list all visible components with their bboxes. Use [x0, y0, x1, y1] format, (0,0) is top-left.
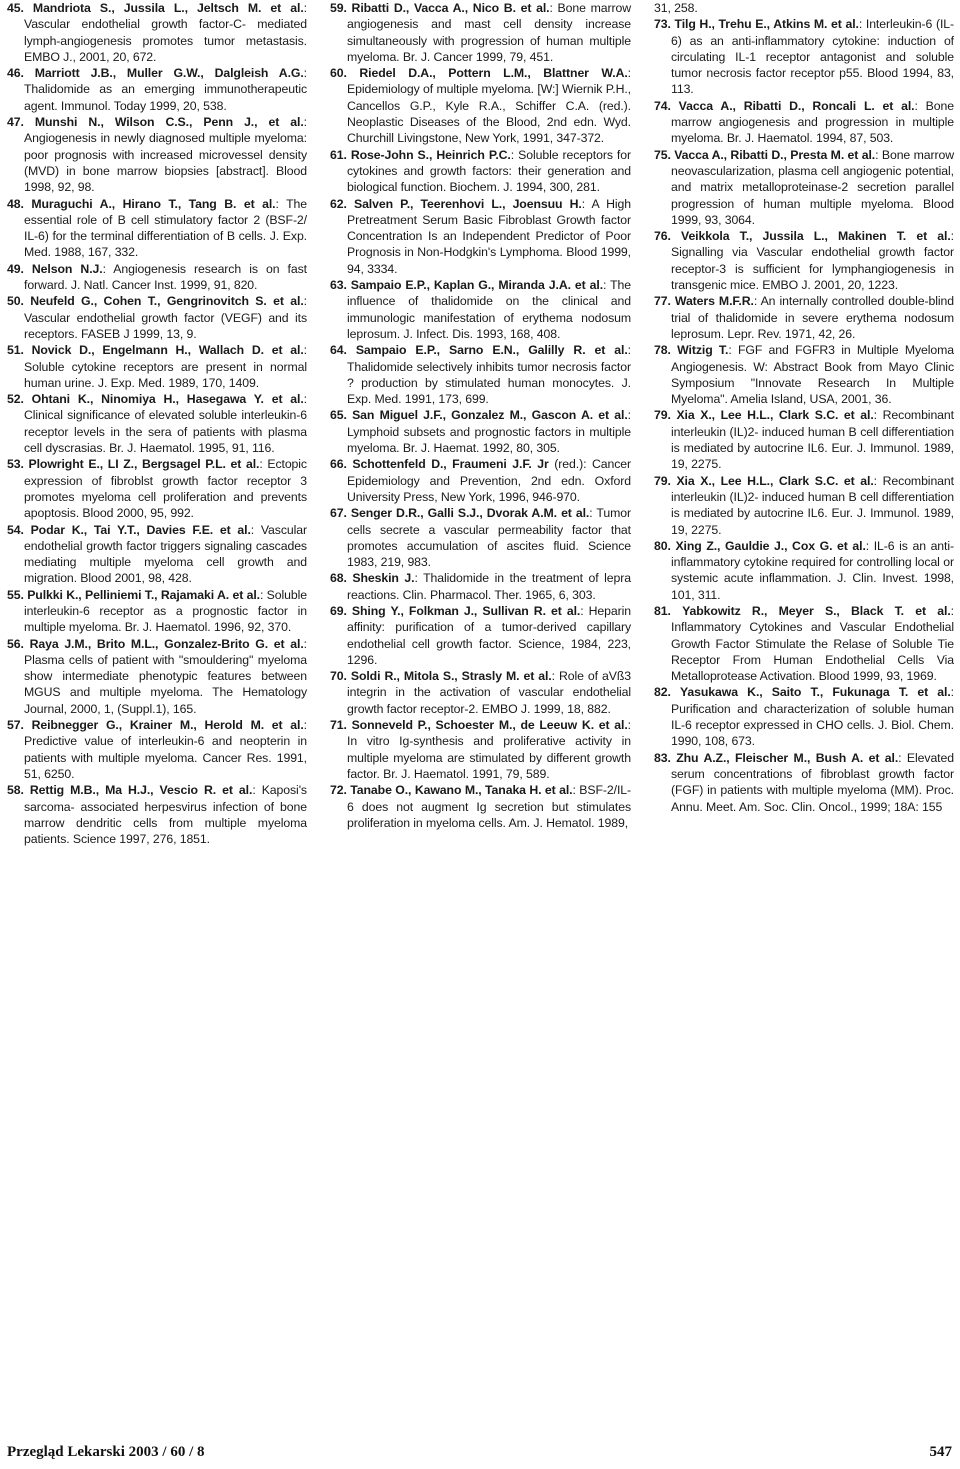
reference-text: : The essential role of B cell stimulatory factor 2 (BSF-2/ IL-6) for the terminal differentiation of B cells. J. Exp. Med. 1988, 167, 332.	[24, 196, 307, 260]
reference-entry	[330, 505, 631, 570]
reference-column-2	[330, 0, 631, 831]
reference-number: 70.	[330, 669, 347, 684]
reference-authors: Muraguchi A., Hirano T., Tang B. et al.	[31, 196, 276, 211]
reference-authors: Podar K., Tai Y.T., Davies F.E. et al.	[30, 522, 251, 537]
reference-authors: Munshi N., Wilson C.S., Penn J., et al.	[34, 115, 304, 130]
reference-text: : Plasma cells of patient with "smouldering" myeloma show intermediate phenotypic features between MGUS and multiple myeloma. The Hematology Journal, 2000, 1, (Suppl.1), 165.	[24, 636, 307, 716]
reference-authors: Xia X., Lee H.L., Clark S.C. et al.	[676, 473, 874, 488]
reference-entry	[654, 684, 954, 749]
reference-authors: Sheskin J.	[352, 571, 415, 586]
reference-entry	[654, 293, 954, 342]
reference-text: : Bone marrow neovascularization, plasma cell angiogenic potential, and matrix metalloproteinase-2 secretion parallel progression of human multiple myeloma. Blood 1999, 93, 3064.	[671, 147, 954, 227]
reference-authors: Yabkowitz R., Meyer S., Black T. et al.	[682, 603, 951, 618]
reference-authors: Vacca A., Ribatti D., Presta M. et al.	[674, 147, 876, 162]
reference-number: 81.	[654, 603, 671, 618]
reference-text: : Purification and characterization of soluble human IL-6 receptor expressed in CHO cells. J. Biol. Chem. 1990, 108, 673.	[671, 685, 954, 749]
reference-text: : IL-6 is an anti-inflammatory cytokine required for controlling local or systemic acute inflammation. J. Clin. Invest. 1998, 101, 311.	[671, 538, 954, 602]
reference-number: 45.	[7, 1, 24, 15]
reference-number: 61.	[330, 147, 347, 162]
reference-authors: Marriott J.B., Muller G.W., Dalgleish A.G.	[34, 66, 304, 81]
reference-text: : Interleukin-6 (IL-6) as an anti-inflammatory cytokine: induction of circulating IL-1 receptor antagonist and soluble tumor necrosis factor receptor p55. Blood 1994, 83, 113.	[671, 17, 954, 97]
reference-entry	[330, 668, 631, 717]
reference-text: : Soluble cytokine receptors are present in normal human urine. J. Exp. Med. 1989, 170, 1409.	[24, 343, 307, 390]
reference-text: : Angiogenesis in newly diagnosed multiple myeloma: poor prognosis with increased microvessel density (MVD) in bone marrow biopsies [abstract]. Blood 1998, 92, 98.	[24, 115, 307, 195]
reference-authors: Pulkki K., Pelliniemi T., Rajamaki A. et al.	[27, 587, 260, 602]
reference-text: : Role of aVß3 integrin in the activation of vascular endothelial growth factor receptor-2. EMBO J. 1999, 18, 882.	[347, 669, 631, 716]
reference-authors: Rettig M.B., Ma H.J., Vescio R. et al.	[29, 783, 253, 798]
reference-number: 64.	[330, 343, 347, 358]
reference-entry	[330, 196, 631, 277]
reference-entry	[330, 717, 631, 782]
journal-footer: Przegląd Lekarski 2003 / 60 / 8	[7, 1444, 205, 1460]
reference-entry	[7, 65, 307, 114]
reference-number: 57.	[7, 718, 24, 733]
reference-authors: Salven P., Teerenhovi L., Joensuu H.	[353, 196, 582, 211]
reference-authors: Soldi R., Mitola S., Strasly M. et al.	[350, 669, 552, 684]
reference-authors: Mandriota S., Jussila L., Jeltsch M. et al.	[32, 1, 304, 15]
reference-entry	[654, 473, 954, 538]
reference-authors: Ohtani K., Ninomiya H., Hasegawa Y. et al.	[31, 392, 304, 407]
reference-authors: Reibnegger G., Krainer M., Herold M. et al.	[31, 718, 304, 733]
reference-text: : Vascular endothelial growth factor (VEGF) and its receptors. FASEB J 1999, 13, 9.	[24, 294, 307, 341]
reference-text: : Thalidomide selectively inhibits tumor necrosis factor ? production by stimulated human monocytes. J. Exp. Med. 1991, 173, 699.	[347, 343, 631, 407]
reference-authors: Sampaio E.P., Sarno E.N., Galilly R. et al.	[355, 343, 628, 358]
reference-entry	[330, 277, 631, 342]
reference-text: : Ectopic expression of fibroblst growth factor receptor 3 promotes myeloma cell proliferation and prevents apoptosis. Blood 2000, 95, 992.	[24, 457, 307, 521]
reference-entry	[7, 456, 307, 521]
reference-number: 66.	[330, 457, 347, 472]
reference-number: 68.	[330, 571, 347, 586]
reference-number: 46.	[7, 66, 24, 81]
reference-text: : A High Pretreatment Serum Basic Fibroblast Growth factor Concentration Is an Independent Predictor of Poor Prognosis in Non-Hodgkin's Lymphoma. Blood 1999, 94, 3334.	[347, 196, 631, 276]
reference-text: : Heparin affinity: purification of a tumor-derived capillary endothelial cell growth factor. Science, 1984, 223, 1296.	[347, 603, 631, 667]
reference-authors: Tanabe O., Kawano M., Tanaka H. et al.	[350, 783, 573, 798]
reference-text: : Thalidomide in the treatment of lepra reactions. Clin. Pharmacol. Ther. 1965, 6, 303.	[347, 571, 631, 602]
reference-number: 52.	[7, 392, 24, 407]
reference-entry	[330, 782, 631, 831]
reference-number: 73.	[654, 17, 671, 32]
reference-authors: Schottenfeld D., Fraumeni J.F. Jr	[352, 457, 549, 472]
reference-number: 76.	[654, 229, 671, 244]
reference-entry	[7, 261, 307, 294]
reference-entry	[654, 147, 954, 228]
reference-text: : Angiogenesis research is on fast forward. J. Natl. Cancer Inst. 1999, 91, 820.	[24, 261, 307, 293]
reference-number: 67.	[330, 506, 347, 521]
reference-entry	[7, 636, 307, 717]
reference-entry	[7, 587, 307, 636]
reference-number: 82.	[654, 685, 671, 700]
reference-entry	[654, 538, 954, 603]
reference-entry	[330, 570, 631, 603]
reference-entry	[7, 522, 307, 587]
reference-text: : Signalling via Vascular endothelial growth factor receptor-3 is sufficient for lymphangiogenesis in transgenic mice. EMBO J. 2001, 20, 1223.	[671, 229, 954, 293]
reference-authors: Raya J.M., Brito M.L., Gonzalez-Brito G. et al.	[29, 636, 304, 651]
reference-number: 83.	[654, 750, 671, 765]
reference-authors: Xing Z., Gauldie J., Cox G. et al.	[675, 538, 866, 553]
reference-text: : Vascular endothelial growth factor triggers signaling cascades mediating multiple myeloma cell growth and migration. Blood 2001, 98, 428.	[24, 522, 307, 586]
reference-text: : Thalidomide as an emerging immunotherapeutic agent. Immunol. Today 1999, 20, 538.	[24, 66, 307, 113]
reference-authors: Yasukawa K., Saito T., Fukunaga T. et al.	[679, 685, 951, 700]
reference-text: : Vascular endothelial growth factor-C- mediated lymph-angiogenesis promotes tumor metastasis. EMBO J., 2001, 20, 672.	[24, 1, 307, 64]
reference-entry	[654, 228, 954, 293]
reference-number: 49.	[7, 261, 24, 276]
reference-number: 48.	[7, 196, 24, 211]
reference-number: 63.	[330, 278, 347, 293]
page-number: 547	[929, 1444, 952, 1460]
reference-entry	[330, 456, 631, 505]
reference-authors: Tilg H., Trehu E., Atkins M. et al.	[674, 17, 859, 32]
reference-entry	[7, 114, 307, 195]
reference-text: : FGF and FGFR3 in Multiple Myeloma Angiogenesis. W: Abstract Book from Mayo Clinic Symposium "Innovate Research In Multiple Myeloma". Amelia Island, USA, 2001, 36.	[671, 343, 955, 407]
reference-entry	[330, 147, 631, 196]
reference-text: : Soluble receptors for cytokines and growth factors: their generation and biological function. Biochem. J. 1994, 300, 281.	[347, 147, 631, 195]
reference-authors: San Miguel J.F., Gonzalez M., Gascon A. et al.	[352, 408, 628, 423]
reference-entry	[7, 391, 307, 456]
reference-text: : Recombinant interleukin (IL)2- induced human B cell differentiation is mediated by autocrine IL6. Eur. J. Immunol. 1989, 19, 2275.	[671, 408, 954, 472]
reference-entry	[7, 717, 307, 782]
reference-text: : BSF-2/IL-6 does not augment Ig secretion but stimulates proliferation in myeloma cells. Am. J. Hematol. 1989,	[347, 783, 631, 830]
reference-text: : Epidemiology of multiple myeloma. [W:] Wiernik P.H., Cancellos G.P., Kyle R.A., Schiffer C.A. (red.). Neoplastic Diseases of the Blood, 2nd edn. Wyd. Churchill Livingstone, New York, 1991, 347-372.	[347, 66, 631, 146]
reference-text: (red.): Cancer Epidemiology and Prevention, 2nd edn. Oxford University Press, New York, 1996, 946-970.	[347, 457, 631, 504]
reference-entry	[330, 0, 631, 65]
reference-text: : Bone marrow angiogenesis and mast cell density increase simultaneously with progression of human multiple myeloma. Br. J. Cancer 1999, 79, 451.	[347, 1, 631, 64]
reference-authors: Veikkola T., Jussila L., Makinen T. et al.	[681, 229, 951, 244]
reference-entry	[654, 342, 954, 407]
reference-entry	[654, 0, 954, 16]
reference-authors: Sonneveld P., Schoester M., de Leeuw K. et al.	[351, 718, 628, 733]
reference-text: : Lymphoid subsets and prognostic factors in multiple myeloma. Br. J. Haemat. 1992, 80, 305.	[347, 408, 631, 456]
reference-entry	[330, 342, 631, 407]
reference-number: 78.	[654, 343, 671, 358]
reference-text: : In vitro Ig-synthesis and proliferative activity in multiple myeloma are stimulated by different growth factor. Br. J. Haematol. 1991, 79, 589.	[347, 718, 631, 781]
reference-column-1	[7, 0, 307, 847]
reference-number: 47.	[7, 115, 24, 130]
reference-authors: Riedel D.A., Pottern L.M., Blattner W.A.	[359, 66, 628, 81]
reference-text: : Inflammatory Cytokines and Vascular Endothelial Growth Factor Stimulate the Relase of Soluble Tie Receptor From Human Endothelial Cells Via Metalloprotease Activation. Blood 1999, 93, 1969.	[671, 603, 954, 684]
reference-number: 79.	[654, 408, 671, 423]
reference-number: 65.	[330, 408, 347, 423]
reference-entry	[654, 603, 954, 684]
reference-text: : Predictive value of interleukin-6 and neopterin in patients with multiple myeloma. Cancer Res. 1991, 51, 6250.	[24, 718, 307, 781]
reference-text: : Elevated serum concentrations of fibroblast growth factor (FGF) in patients with multiple myeloma (MM). Proc. Annu. Meet. Am. Soc. Clin. Oncol., 1999; 18A: 155	[671, 750, 954, 814]
reference-number: 54.	[7, 522, 24, 537]
reference-number: 71.	[330, 718, 347, 733]
reference-entry	[330, 407, 631, 456]
reference-number: 51.	[7, 343, 24, 358]
reference-entry	[654, 98, 954, 147]
reference-entry	[7, 293, 307, 342]
reference-authors: Senger D.R., Galli S.J., Dvorak A.M. et al.	[350, 506, 590, 521]
reference-text: : Clinical significance of elevated soluble interleukin-6 receptor levels in the sera of patients with plasma cell dyscrasias. Br. J. Haematol. 1995, 91, 116.	[24, 392, 307, 456]
reference-text: 31, 258.	[654, 1, 698, 15]
reference-number: 75.	[654, 147, 671, 162]
reference-authors: Neufeld G., Cohen T., Gengrinovitch S. et al.	[30, 294, 304, 309]
reference-number: 74.	[654, 98, 671, 113]
reference-column-3	[654, 0, 954, 815]
reference-number: 77.	[654, 294, 671, 309]
reference-authors: Novick D., Engelmann H., Wallach D. et al.	[31, 343, 304, 358]
reference-authors: Xia X., Lee H.L., Clark S.C. et al.	[676, 408, 874, 423]
reference-authors: Nelson N.J.	[31, 261, 103, 276]
reference-number: 62.	[330, 196, 347, 211]
reference-entry	[654, 407, 954, 472]
reference-number: 56.	[7, 636, 24, 651]
reference-entry	[330, 65, 631, 146]
reference-number: 58.	[7, 783, 24, 798]
reference-text: : An internally controlled double-blind trial of thalidomide in severe erythema nodosum leprosum. Lepr. Rev. 1971, 42, 26.	[671, 294, 955, 341]
reference-authors: Plowright E., LI Z., Bergsagel P.L. et al.	[28, 457, 260, 472]
reference-entry	[654, 750, 954, 815]
reference-authors: Vacca A., Ribatti D., Roncali L. et al.	[678, 98, 915, 113]
reference-entry	[330, 603, 631, 668]
reference-authors: Shing Y., Folkman J., Sullivan R. et al.	[351, 603, 581, 618]
reference-number: 69.	[330, 603, 347, 618]
reference-authors: Ribatti D., Vacca A., Nico B. et al.	[351, 1, 550, 15]
reference-text: : Kaposi's sarcoma- associated herpesvirus infection of bone marrow dendritic cells from multiple myeloma patients. Science 1997, 276, 1851.	[24, 783, 307, 847]
reference-number: 80.	[654, 538, 671, 553]
reference-number: 53.	[7, 457, 24, 472]
reference-authors: Waters M.F.R.	[674, 294, 754, 309]
reference-authors: Zhu A.Z., Fleischer M., Bush A. et al.	[676, 750, 899, 765]
reference-entry	[7, 342, 307, 391]
reference-number: 59.	[330, 1, 347, 15]
reference-text: : The influence of thalidomide on the clinical and immunologic manifestation of erythema nodosum leprosum. J. Infect. Dis. 1993, 168, 408.	[347, 278, 631, 341]
reference-entry	[7, 196, 307, 261]
reference-text: : Bone marrow angiogenesis and progression in multiple myeloma. Br. J. Haematol. 1994, 87, 503.	[671, 98, 954, 146]
reference-authors: Sampaio E.P., Kaplan G., Miranda J.A. et al.	[350, 278, 604, 293]
reference-number: 55.	[7, 587, 24, 602]
reference-number: 50.	[7, 294, 24, 309]
reference-authors: Witzig T.	[677, 343, 729, 358]
reference-number: 79.	[654, 473, 671, 488]
reference-authors: Rose-John S., Heinrich P.C.	[350, 147, 511, 162]
reference-entry	[654, 16, 954, 97]
reference-text: : Soluble interleukin-6 receptor as a prognostic factor in multiple myeloma. Br. J. Haematol. 1996, 92, 370.	[24, 587, 307, 635]
reference-entry	[7, 782, 307, 847]
reference-number: 72.	[330, 783, 347, 798]
reference-text: : Recombinant interleukin (IL)2- induced human B cell differentiation is mediated by autocrine IL6. Eur. J. Immunol. 1989, 19, 2275.	[671, 473, 954, 537]
reference-text: : Tumor cells secrete a vascular permeability factor that promotes accumulation of ascites fluid. Science 1983, 219, 983.	[347, 506, 631, 570]
reference-number: 60.	[330, 66, 347, 81]
reference-entry	[7, 0, 307, 65]
